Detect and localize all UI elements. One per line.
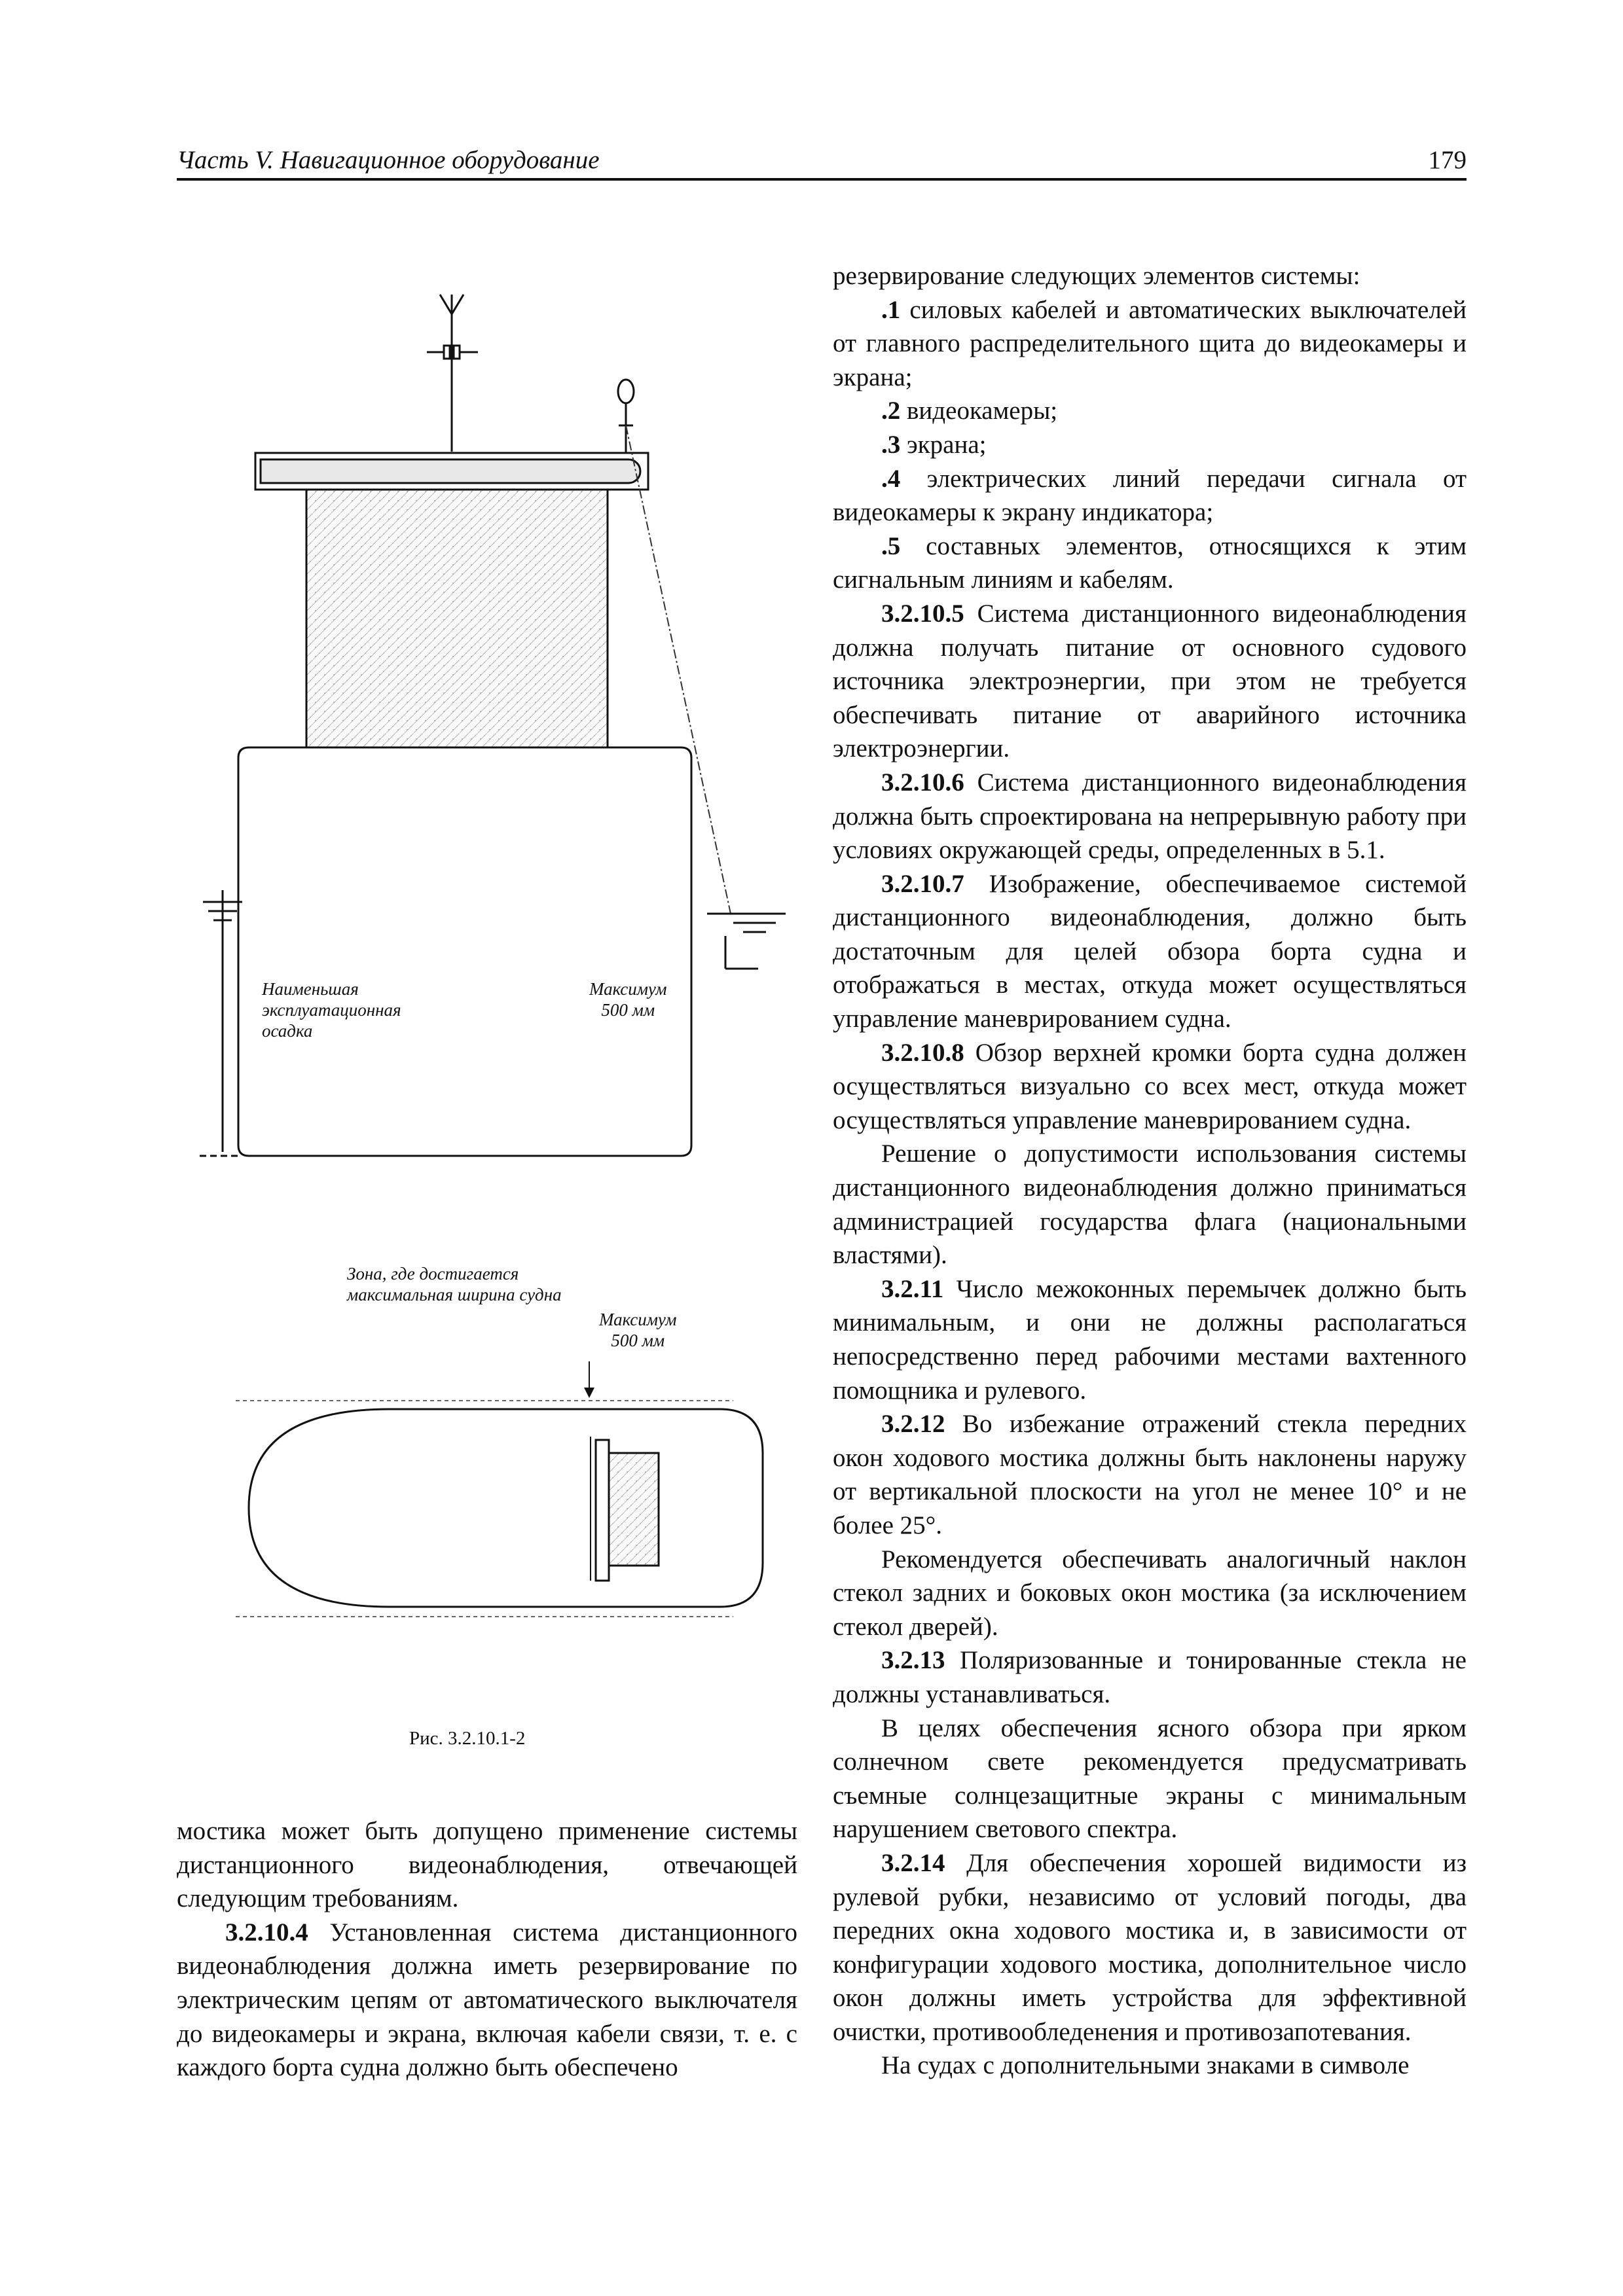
running-header [177,145,1467,182]
paragraph: резервирование следующих элементов системы: [833,262,1360,290]
bridge-wing-plan [596,1440,609,1581]
paragraph: 3.2.10.5 Система дистанционного видеонаблюдения должна получать питание от основного судового источника электроэнергии, при этом не требуется обеспечивать питание от аварийного источника электроэнергии. [833,599,1467,763]
paragraph: 3.2.13 Поляризованные и тонированные стекла не должны устанавливаться. [833,1646,1467,1708]
paragraph: 3.2.10.6 Система дистанционного видеонаблюдения должна быть спроектирована на непрерывную работу при условиях окружающей среды, определенных в 5.1. [833,768,1467,865]
paragraph: 3.2.10.7 Изображение, обеспечиваемое системой дистанционного видеонаблюдения, должно быть достаточным для целей обзора борта судна и отображаться в местах, откуда может осуществляться управление маневрированием судна. [833,869,1467,1033]
ship-diagram [157,275,812,1767]
camera-mast-icon [618,380,634,453]
paragraph: 3.2.12 Во избежание отражений стекла передних окон ходового мостика должны быть наклонены наружу от вертикальной плоскости на угол не менее 10° и не более 25°. [833,1410,1467,1539]
hull-side-view [238,747,691,1156]
figure-caption: Рис. 3.2.10.1-2 [409,1728,526,1749]
list-item: .5 составных элементов, относящихся к этим сигнальным линиям и кабелям. [833,531,1467,594]
antenna-icon [427,295,478,452]
list-item: .3 экрана; [881,430,987,459]
paragraph: Рекомендуется обеспечивать аналогичный наклон стекол задних и боковых окон мостика (за исключением стекол дверей). [833,1545,1467,1641]
paragraph: В целях обеспечения ясного обзора при ярком солнечном свете рекомендуется предусматривать съемные солнцезащитные экраны с минимальным нарушением светового спектра. [833,1713,1467,1844]
label-zone: Зона, где достигается максимальная ширина судна [347,1264,562,1304]
paragraph: 3.2.11 Число межоконных перемычек должно быть минимальным, и они не должны располагаться непосредственно перед рабочими местами вахтенного помощника и рулевого. [833,1274,1467,1405]
paragraph: мостика может быть допущено применение системы дистанционного видеонаблюдения, отвечающей следующим требованиям. [177,1817,797,1913]
deckhouse [306,490,608,747]
header-title: Часть V. Навигационное оборудование [177,146,600,174]
page-number: 179 [1428,146,1467,174]
label-max-side: Максимум 500 мм [589,979,667,1020]
figure-3-2-10-1-2 [157,275,812,1767]
paragraph: 3.2.10.4 Установленная система дистанционного видеонаблюдения должна иметь резервирование по электрическим цепям от автоматического выключателя до видеокамеры и экрана, включая кабели связи, т. е. с каждого борта судна должно быть обеспечено [177,1918,797,2082]
hull-plan-view [249,1409,763,1607]
list-item: .2 видеокамеры; [881,397,1058,425]
label-max-plan: Максимум 500 мм [599,1310,677,1350]
paragraph: Решение о допустимости использования системы дистанционного видеонаблюдения должно приниматься администрацией государства флага (национальными властями). [833,1139,1467,1270]
list-item: .1 силовых кабелей и автоматических выключателей от главного распределительного щита до видеокамеры и экрана; [833,295,1467,391]
paragraph: На судах с дополнительными знаками в символе [881,2051,1410,2080]
list-item: .4 электрических линий передачи сигнала от видеокамеры к экрану индикатора; [833,464,1467,527]
deckhouse-plan [609,1453,659,1566]
label-min-draft: Наименьшая эксплуатационная осадка [262,979,401,1041]
header-rule [177,178,1467,181]
min-draft-waterline [200,890,242,1156]
right-text-column [833,259,1467,2083]
paragraph: 3.2.10.8 Обзор верхней кромки борта судна должен осуществляться визуально со всех мест, откуда может осуществляться управление маневрированием судна. [833,1038,1467,1134]
max-waterline [707,914,786,969]
arrow-icon [584,1388,594,1398]
left-text-column [177,1814,797,2085]
paragraph: 3.2.14 Для обеспечения хорошей видимости из рулевой рубки, независимо от условий погоды, два передних окна ходового мостика и, в зависимости от конфигурации ходового мостика, дополнительное число окон должны иметь устройства для эффективной очистки, противообледенения и противозапотевания. [833,1848,1467,2046]
